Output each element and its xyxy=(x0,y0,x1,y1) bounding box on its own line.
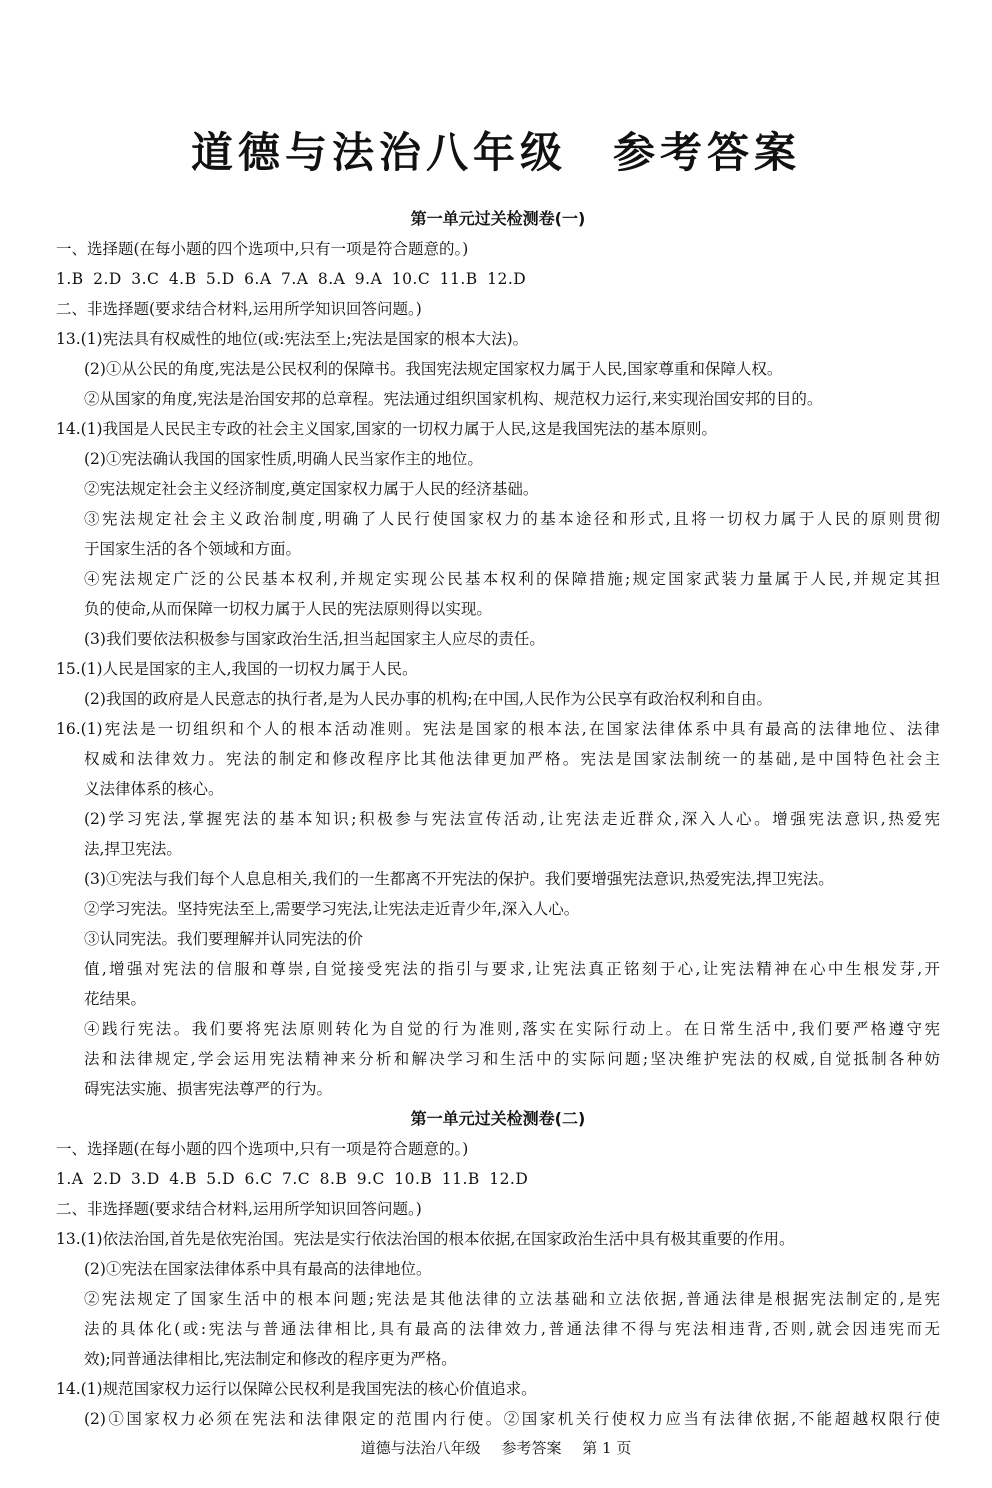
answer-line: 于国家生活的各个领域和方面。 xyxy=(84,540,302,558)
answer-line: ③认同宪法。我们要理解并认同宪法的价 xyxy=(84,930,364,948)
answer-line: (2)我国的政府是人民意志的执行者,是为人民办事的机构;在中国,人民作为公民享有政治权利和自由。 xyxy=(84,690,773,708)
answer-line: 权威和法律效力。宪法的制定和修改程序比其他法律更加严格。宪法是国家法制统一的基础,是中国特色社会主 xyxy=(84,750,940,768)
answer-line: 二、非选择题(要求结合材料,运用所学知识回答问题。) xyxy=(56,300,422,318)
answer-line: (2)学习宪法,掌握宪法的基本知识;积极参与宪法宣传活动,让宪法走近群众,深入人心。增强宪法意识,热爱宪 xyxy=(84,810,940,828)
section-heading: 第一单元过关检测卷(一) xyxy=(410,209,586,228)
answer-line: (2)①从公民的角度,宪法是公民权利的保障书。我国宪法规定国家权力属于人民,国家尊重和保障人权。 xyxy=(84,360,783,378)
answer-line: (3)我们要依法积极参与国家政治生活,担当起国家主人应尽的责任。 xyxy=(84,630,545,648)
answer-line: 法的具体化(或:宪法与普通法律相比,具有最高的法律效力,普通法律不得与宪法相违背,否则,就会因违宪而无 xyxy=(84,1320,940,1338)
answer-line: 一、选择题(在每小题的四个选项中,只有一项是符合题意的。) xyxy=(56,1140,469,1158)
answer-line: ④践行宪法。我们要将宪法原则转化为自觉的行为准则,落实在实际行动上。在日常生活中,我们要严格遵守宪 xyxy=(84,1020,940,1038)
answer-line: 1.B 2.D 3.C 4.B 5.D 6.A 7.A 8.A 9.A 10.C 11.B 12.D xyxy=(56,270,527,288)
answer-line: 13.(1)宪法具有权威性的地位(或:宪法至上;宪法是国家的根本大法)。 xyxy=(56,330,529,348)
answer-line: (2)①宪法确认我国的国家性质,明确人民当家作主的地位。 xyxy=(84,450,483,468)
answer-line: ②学习宪法。坚持宪法至上,需要学习宪法,让宪法走近青少年,深入人心。 xyxy=(84,900,580,918)
answer-line: 碍宪法实施、损害宪法尊严的行为。 xyxy=(84,1080,333,1098)
answer-line: 一、选择题(在每小题的四个选项中,只有一项是符合题意的。) xyxy=(56,240,469,258)
answer-line: 1.A 2.D 3.D 4.B 5.D 6.C 7.C 8.B 9.C 10.B 11.B 12.D xyxy=(56,1170,529,1188)
answer-line: 13.(1)依法治国,首先是依宪治国。宪法是实行依法治国的根本依据,在国家政治生活中具有极其重要的作用。 xyxy=(56,1230,795,1248)
title-subject: 道德与法治八年级 xyxy=(190,128,567,177)
answer-line: 法和法律规定,学会运用宪法精神来分析和解决学习和生活中的实际问题;坚决维护宪法的权威,自觉抵制各种妨 xyxy=(84,1050,940,1068)
answer-line: (2)①宪法在国家法律体系中具有最高的法律地位。 xyxy=(84,1260,432,1278)
answer-line: 义法律体系的核心。 xyxy=(84,780,224,798)
page-footer xyxy=(0,1436,992,1460)
answer-line: 效);同普通法律相比,宪法制定和修改的程序更为严格。 xyxy=(84,1350,457,1368)
answer-line: (2)①国家权力必须在宪法和法律限定的范围内行使。②国家机关行使权力应当有法律依据,不能超越权限行使 xyxy=(84,1410,940,1428)
answer-body xyxy=(56,204,940,1434)
title-answer-key: 参考答案 xyxy=(613,128,802,177)
answer-line: (3)①宪法与我们每个人息息相关,我们的一生都离不开宪法的保护。我们要增强宪法意识,热爱宪法,捍卫宪法。 xyxy=(84,870,834,888)
footer-page-number: 第 1 页 xyxy=(582,1439,632,1457)
answer-line: 二、非选择题(要求结合材料,运用所学知识回答问题。) xyxy=(56,1200,422,1218)
answer-line: 15.(1)人民是国家的主人,我国的一切权力属于人民。 xyxy=(56,660,418,678)
answer-line: ③宪法规定社会主义政治制度,明确了人民行使国家权力的基本途径和形式,且将一切权力属于人民的原则贯彻 xyxy=(84,510,940,528)
answer-line: ②宪法规定了国家生活中的根本问题;宪法是其他法律的立法基础和立法依据,普通法律是根据宪法制定的,是宪 xyxy=(84,1290,940,1308)
footer-title: 道德与法治八年级 xyxy=(360,1439,481,1457)
answer-line: 14.(1)我国是人民民主专政的社会主义国家,国家的一切权力属于人民,这是我国宪法的基本原则。 xyxy=(56,420,717,438)
answer-line: ④宪法规定广泛的公民基本权利,并规定实现公民基本权利的保障措施;规定国家武装力量属于人民,并规定其担 xyxy=(84,570,940,588)
answer-line: 16.(1)宪法是一切组织和个人的根本活动准则。宪法是国家的根本法,在国家法律体系中具有最高的法律地位、法律 xyxy=(56,720,940,738)
answer-line: 法,捍卫宪法。 xyxy=(84,840,182,858)
page-title xyxy=(0,128,992,178)
section-heading: 第一单元过关检测卷(二) xyxy=(410,1109,586,1128)
footer-subtitle: 参考答案 xyxy=(501,1439,562,1457)
answer-line: 花结果。 xyxy=(84,990,147,1008)
answer-line: 负的使命,从而保障一切权力属于人民的宪法原则得以实现。 xyxy=(84,600,492,618)
answer-line: ②从国家的角度,宪法是治国安邦的总章程。宪法通过组织国家机构、规范权力运行,来实现治国安邦的目的。 xyxy=(84,390,823,408)
answer-line: ②宪法规定社会主义经济制度,奠定国家权力属于人民的经济基础。 xyxy=(84,480,539,498)
answer-line: 值,增强对宪法的信服和尊崇,自觉接受宪法的指引与要求,让宪法真正铭刻于心,让宪法精神在心中生根发芽,开 xyxy=(84,960,940,978)
answer-line: 14.(1)规范国家权力运行以保障公民权利是我国宪法的核心价值追求。 xyxy=(56,1380,537,1398)
